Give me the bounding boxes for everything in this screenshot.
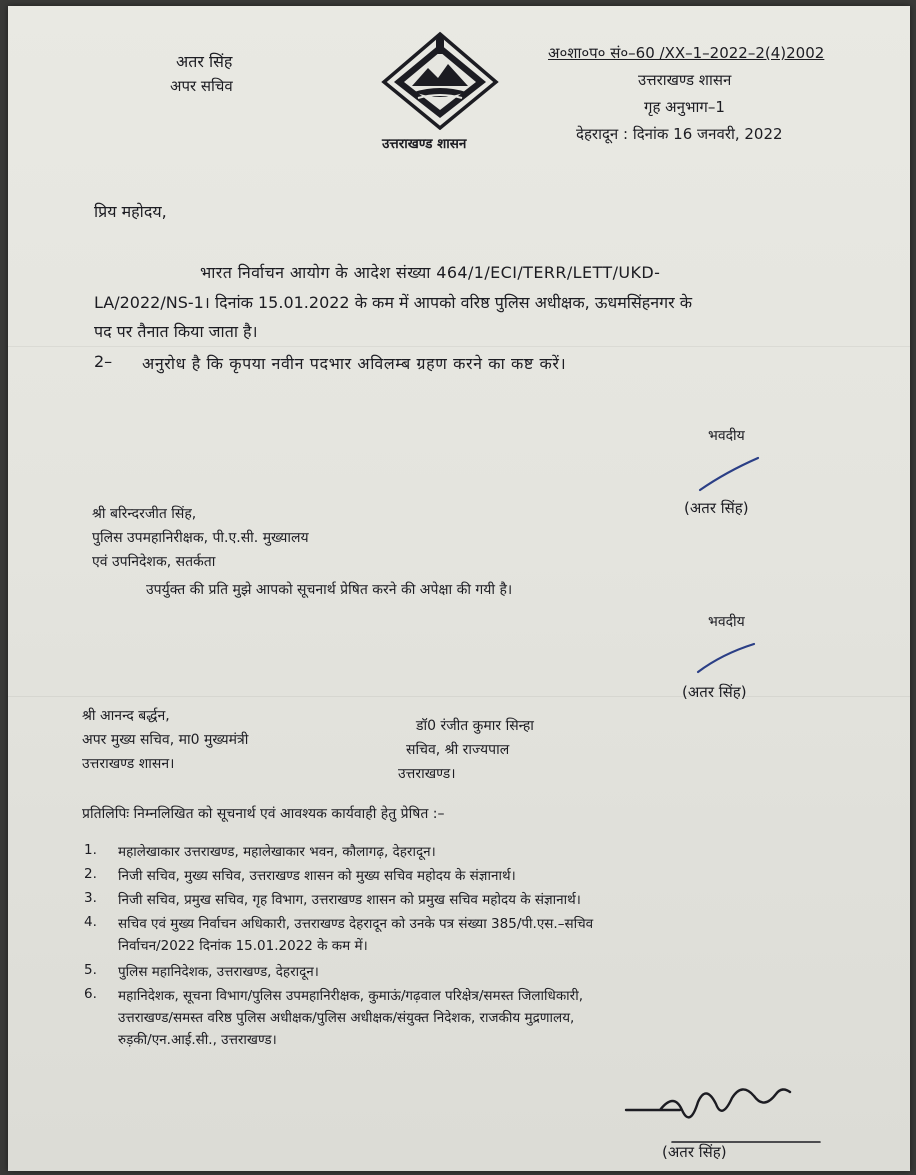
- addressee-line-3: एवं उपनिदेशक, सतर्कता: [92, 554, 216, 570]
- addressee-line-1: श्री बरिन्दरजीत सिंह,: [92, 506, 197, 522]
- reference-number: अ०शा०प० सं०–60 /XX–1–2022–2(4)2002: [548, 44, 825, 62]
- place-date: देहरादून : दिनांक 16 जनवरी, 2022: [576, 125, 783, 143]
- handwritten-signature: [620, 1080, 830, 1150]
- recipient-left-line-1: श्री आनन्द बर्द्धन,: [82, 708, 170, 724]
- cc-item-5-text: पुलिस महानिदेशक, उत्तराखण्ड, देहरादून।: [118, 964, 319, 980]
- closing-name-3: (अतर सिंह): [662, 1143, 727, 1161]
- uttarakhand-emblem-icon: [376, 30, 504, 130]
- cc-item-4-text-line-1: सचिव एवं मुख्य निर्वाचन अधिकारी, उत्तराखण्ड देहरादून को उनके पत्र संख्या 385/पी.एस.–सचिव: [118, 916, 594, 932]
- addressee-line-2: पुलिस उपमहानिरीक्षक, पी.ए.सी. मुख्यालय: [92, 530, 309, 546]
- cc-item-6-number: 6.: [84, 986, 97, 1002]
- section-name: गृह अनुभाग–1: [644, 98, 725, 116]
- recipient-right-line-2: सचिव, श्री राज्यपाल: [406, 742, 510, 758]
- cc-item-3-number: 3.: [84, 890, 97, 906]
- cc-item-6-text-line-2: उत्तराखण्ड/समस्त वरिष्ठ पुलिस अधीक्षक/पुलिस अधीक्षक/संयुक्त निदेशक, राजकीय मुद्रणालय,: [118, 1010, 575, 1026]
- cc-item-2-text: निजी सचिव, मुख्य सचिव, उत्तराखण्ड शासन को मुख्य सचिव महोदय के संज्ञानार्थ।: [118, 868, 516, 884]
- cc-item-3-text: निजी सचिव, प्रमुख सचिव, गृह विभाग, उत्तराखण्ड शासन को प्रमुख सचिव महोदय के संज्ञानार्थ।: [118, 892, 581, 908]
- sender-name: अतर सिंह: [176, 52, 233, 71]
- cc-item-1-text: महालेखाकार उत्तराखण्ड, महालेखाकार भवन, कौलागढ़, देहरादून।: [118, 844, 436, 860]
- closing-name-2: (अतर सिंह): [682, 683, 747, 701]
- cc-item-2-number: 2.: [84, 866, 97, 882]
- copy-note: उपर्युक्त की प्रति मुझे आपको सूचनार्थ प्रेषित करने की अपेक्षा की गयी है।: [146, 582, 513, 598]
- cc-heading: प्रतिलिपिः निम्नलिखित को सूचनार्थ एवं आवश्यक कार्यवाही हेतु प्रेषित :–: [82, 806, 445, 822]
- signature-mark-2: [694, 640, 764, 680]
- government-name: उत्तराखण्ड शासन: [638, 71, 732, 89]
- paragraph-1-line-2: LA/2022/NS-1। दिनांक 15.01.2022 के कम में आपको वरिष्ठ पुलिस अधीक्षक, ऊधमसिंहनगर के: [94, 293, 693, 312]
- signature-mark-1: [696, 454, 766, 494]
- cc-item-5-number: 5.: [84, 962, 97, 978]
- recipient-right-line-1: डॉ0 रंजीत कुमार सिन्हा: [416, 718, 534, 734]
- recipient-left-line-3: उत्तराखण्ड शासन।: [82, 756, 175, 772]
- recipient-left-line-2: अपर मुख्य सचिव, मा0 मुख्यमंत्री: [82, 732, 249, 748]
- salutation: प्रिय महोदय,: [94, 202, 167, 221]
- sender-designation: अपर सचिव: [170, 77, 233, 95]
- paragraph-1-line-1: भारत निर्वाचन आयोग के आदेश संख्या 464/1/ECI/TERR/LETT/UKD-: [200, 263, 661, 282]
- closing-yours-1: भवदीय: [708, 428, 745, 444]
- cc-item-1-number: 1.: [84, 842, 97, 858]
- paragraph-2-number: 2–: [94, 352, 113, 371]
- recipient-right-line-3: उत्तराखण्ड।: [398, 766, 456, 782]
- paragraph-1-line-3: पद पर तैनात किया जाता है।: [94, 322, 258, 341]
- cc-item-6-text-line-3: रुड़की/एन.आई.सी., उत्तराखण्ड।: [118, 1032, 277, 1048]
- cc-item-6-text-line-1: महानिदेशक, सूचना विभाग/पुलिस उपमहानिरीक्षक, कुमाऊं/गढ़वाल परिक्षेत्र/समस्त जिलाधिकारी,: [118, 988, 583, 1004]
- closing-name-1: (अतर सिंह): [684, 499, 749, 517]
- closing-yours-2: भवदीय: [708, 614, 745, 630]
- paragraph-2-text: अनुरोध है कि कृपया नवीन पदभार अविलम्ब ग्रहण करने का कष्ट करें।: [142, 354, 567, 373]
- letter-page: [8, 6, 910, 1171]
- cc-item-4-number: 4.: [84, 914, 97, 930]
- emblem-caption: उत्तराखण्ड शासन: [382, 136, 467, 152]
- cc-item-4-text-line-2: निर्वाचन/2022 दिनांक 15.01.2022 के कम में।: [118, 938, 368, 954]
